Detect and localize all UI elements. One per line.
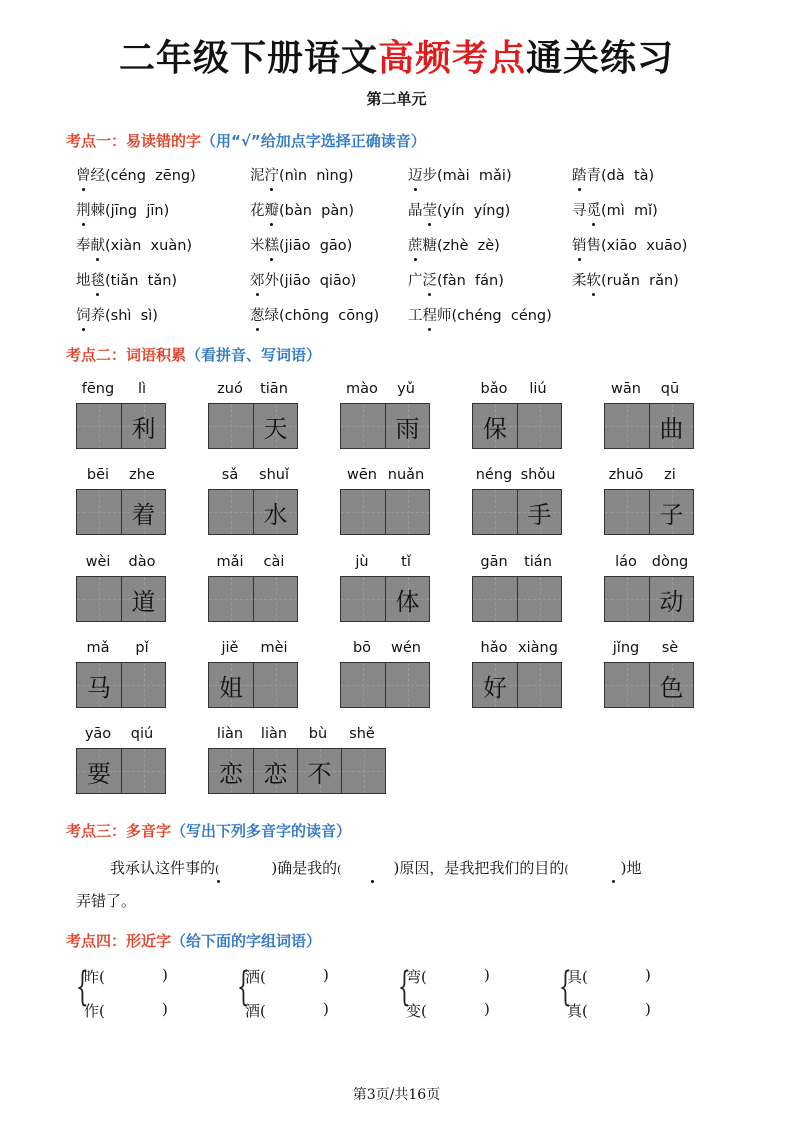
title-part3: 通关练习	[526, 38, 675, 79]
brace-icon: {	[237, 964, 250, 1010]
reading-word: 饲养	[76, 308, 105, 324]
pinyin-label: zhuō	[608, 467, 644, 483]
section4-heading	[66, 930, 321, 951]
pinyin-label: zuó	[217, 381, 243, 397]
section1-label: 考点一：易读错的字	[66, 132, 202, 150]
answer-blank[interactable]: )	[484, 1000, 490, 1018]
tianzige-cell[interactable]: 子	[649, 490, 693, 534]
pinyin-label: mǎ	[86, 640, 110, 656]
tianzige-cell[interactable]	[341, 577, 385, 621]
tianzige-cell[interactable]	[77, 490, 121, 534]
tianzige-cell[interactable]: 着	[121, 490, 165, 534]
reading-item	[76, 199, 169, 220]
unit-subtitle: 第二单元	[366, 90, 427, 108]
pinyin-label: shě	[349, 726, 375, 742]
reading-item	[76, 304, 158, 325]
title-part2: 高频考点	[377, 38, 526, 79]
tianzige-box	[604, 576, 694, 622]
reading-word: 荆棘	[76, 203, 105, 219]
pinyin-label: bō	[352, 640, 372, 656]
tianzige-cell[interactable]: 动	[649, 577, 693, 621]
reading-options: (céng zēng)	[105, 168, 196, 184]
pinyin-label: liú	[529, 381, 547, 397]
reading-item	[408, 199, 510, 220]
brace-icon: {	[76, 964, 89, 1010]
reading-word: 蔗糖	[408, 238, 437, 254]
tianzige-cell[interactable]	[341, 749, 385, 793]
section3-heading	[66, 820, 351, 841]
reading-item	[76, 269, 177, 290]
section3-desc: （写出下列多音字的读音）	[171, 822, 352, 840]
reading-word: 米糕	[250, 238, 279, 254]
pinyin-label: shuǐ	[259, 467, 289, 483]
reading-options: (tiǎn tǎn)	[105, 273, 178, 289]
pinyin-label: jǐng	[612, 640, 640, 656]
similar-char: 作(	[84, 1002, 105, 1020]
similar-char: 变(	[406, 1002, 427, 1020]
reading-word: 曾经	[76, 168, 105, 184]
pinyin-label: wān	[611, 381, 641, 397]
tianzige-box	[208, 662, 298, 708]
reading-options: (mì mǐ)	[601, 203, 658, 219]
reading-word: 泥泞	[250, 168, 279, 184]
reading-options: (fàn fán)	[437, 273, 504, 289]
reading-item	[572, 199, 658, 220]
pinyin-label: tǐ	[401, 554, 411, 570]
tianzige-cell[interactable]: 利	[121, 404, 165, 448]
tianzige-box	[76, 403, 166, 449]
reading-item	[76, 234, 192, 255]
tianzige-cell[interactable]: 恋	[253, 749, 297, 793]
pinyin-label: jiě	[221, 640, 239, 656]
tianzige-box	[208, 748, 386, 794]
tianzige-box	[76, 576, 166, 622]
tianzige-cell[interactable]: 水	[253, 490, 297, 534]
pinyin-label: qū	[660, 381, 680, 397]
tianzige-cell[interactable]: 好	[473, 663, 517, 707]
tianzige-box	[472, 576, 562, 622]
tianzige-cell[interactable]: 天	[253, 404, 297, 448]
similar-char: 弯(	[406, 968, 427, 986]
pinyin-label: bǎo	[480, 381, 508, 397]
reading-word: 工程师	[408, 308, 452, 324]
tianzige-box	[340, 403, 430, 449]
tianzige-cell[interactable]: 体	[385, 577, 429, 621]
reading-word: 晶莹	[408, 203, 437, 219]
pinyin-label: zi	[664, 467, 676, 483]
pinyin-label: wēn	[347, 467, 377, 483]
reading-word: 迈步	[408, 168, 437, 184]
reading-item	[408, 304, 552, 325]
tianzige-cell[interactable]	[473, 577, 517, 621]
tianzige-cell[interactable]	[341, 404, 385, 448]
tianzige-cell[interactable]	[473, 490, 517, 534]
answer-blank[interactable]: )	[323, 1000, 329, 1018]
pinyin-label: néng	[475, 467, 513, 483]
section3-sentence-line1: 我承认这件事的( )确是我的( )原因，是我把我们的目的( )地	[110, 859, 642, 877]
tianzige-cell[interactable]	[385, 663, 429, 707]
reading-options: (jiāo qiāo)	[279, 273, 357, 289]
tianzige-cell[interactable]	[209, 490, 253, 534]
pinyin-label: wèi	[85, 554, 111, 570]
tianzige-cell[interactable]: 不	[297, 749, 341, 793]
tianzige-cell[interactable]	[605, 490, 649, 534]
pinyin-label: tiān	[260, 381, 288, 397]
tianzige-cell[interactable]	[253, 663, 297, 707]
reading-word: 寻觅	[572, 203, 601, 219]
answer-blank[interactable]: )	[484, 966, 490, 984]
pinyin-label: mèi	[260, 640, 288, 656]
tianzige-cell[interactable]	[77, 577, 121, 621]
tianzige-box	[472, 403, 562, 449]
tianzige-cell[interactable]: 保	[473, 404, 517, 448]
similar-char: 具(	[567, 968, 588, 986]
section3-sentence-line2: 弄错了。	[76, 892, 137, 910]
section2-desc: （看拼音、写词语）	[186, 346, 322, 364]
tianzige-box	[340, 662, 430, 708]
tianzige-cell[interactable]: 色	[649, 663, 693, 707]
tianzige-cell[interactable]: 手	[517, 490, 561, 534]
reading-item	[250, 164, 354, 185]
section1-desc: （用“√”给加点字选择正确读音）	[201, 132, 426, 150]
reading-options: (yín yíng)	[437, 203, 511, 219]
tianzige-box	[340, 576, 430, 622]
section2-heading	[66, 344, 321, 365]
reading-options: (chéng céng)	[451, 308, 552, 324]
tianzige-box	[76, 748, 166, 794]
tianzige-box	[76, 662, 166, 708]
answer-blank[interactable]: )	[645, 966, 651, 984]
pinyin-label: bù	[308, 726, 328, 742]
pinyin-label: cài	[263, 554, 285, 570]
reading-item	[408, 164, 512, 185]
reading-word: 销售	[572, 238, 601, 254]
tianzige-cell[interactable]	[605, 577, 649, 621]
reading-options: (shì sì)	[105, 308, 158, 324]
pinyin-label: zhe	[129, 467, 155, 483]
tianzige-cell[interactable]	[209, 577, 253, 621]
title-part1: 二年级下册语文	[118, 38, 378, 79]
reading-word: 踏青	[572, 168, 601, 184]
reading-options: (nìn nìng)	[279, 168, 354, 184]
pinyin-label: bēi	[86, 467, 110, 483]
pinyin-label: mào	[346, 381, 378, 397]
reading-item	[408, 269, 504, 290]
reading-word: 地毯	[76, 273, 105, 289]
tianzige-cell[interactable]	[517, 404, 561, 448]
reading-options: (jīng jīn)	[105, 203, 170, 219]
reading-word: 郊外	[250, 273, 279, 289]
reading-options: (xiàn xuàn)	[105, 238, 193, 254]
tianzige-cell[interactable]	[77, 404, 121, 448]
pinyin-label: dòng	[651, 554, 689, 570]
tianzige-box	[340, 489, 430, 535]
pinyin-label: jù	[355, 554, 369, 570]
reading-item	[572, 269, 679, 290]
tianzige-cell[interactable]	[605, 663, 649, 707]
pinyin-label: sè	[661, 640, 679, 656]
pinyin-label: láo	[615, 554, 637, 570]
section2-label: 考点二：词语积累	[66, 346, 187, 364]
reading-word: 柔软	[572, 273, 601, 289]
tianzige-cell[interactable]	[253, 577, 297, 621]
reading-options: (jiāo gāo)	[279, 238, 353, 254]
answer-blank[interactable]: )	[162, 966, 168, 984]
pinyin-label: xiàng	[518, 640, 558, 656]
pinyin-label: mǎi	[216, 554, 244, 570]
section4-label: 考点四：形近字	[66, 932, 172, 950]
pinyin-label: qiú	[130, 726, 154, 742]
tianzige-box	[208, 576, 298, 622]
pinyin-label: pǐ	[135, 640, 149, 656]
reading-item	[572, 234, 687, 255]
tianzige-cell[interactable]	[517, 663, 561, 707]
reading-word: 葱绿	[250, 308, 279, 324]
section4-desc: （给下面的字组词语）	[171, 932, 322, 950]
pinyin-label: nuǎn	[387, 467, 425, 483]
tianzige-cell[interactable]	[121, 749, 165, 793]
pinyin-label: hǎo	[480, 640, 508, 656]
reading-item	[408, 234, 500, 255]
pinyin-label: liàn	[216, 726, 244, 742]
reading-options: (xiāo xuāo)	[601, 238, 688, 254]
pinyin-label: dào	[128, 554, 156, 570]
tianzige-box	[604, 403, 694, 449]
tianzige-cell[interactable]	[341, 490, 385, 534]
pinyin-label: gān	[480, 554, 508, 570]
reading-options: (bàn pàn)	[279, 203, 355, 219]
tianzige-box	[76, 489, 166, 535]
reading-item	[250, 234, 352, 255]
reading-item	[250, 304, 379, 325]
tianzige-box	[208, 489, 298, 535]
reading-item	[250, 269, 356, 290]
tianzige-cell[interactable]	[517, 577, 561, 621]
pinyin-label: shǒu	[520, 467, 556, 483]
tianzige-cell[interactable]: 曲	[649, 404, 693, 448]
tianzige-cell[interactable]	[121, 663, 165, 707]
tianzige-cell[interactable]: 雨	[385, 404, 429, 448]
section3-label: 考点三：多音字	[66, 822, 172, 840]
section1-heading	[66, 130, 426, 151]
pinyin-label: lì	[137, 381, 147, 397]
tianzige-cell[interactable]: 恋	[209, 749, 253, 793]
reading-options: (ruǎn rǎn)	[601, 273, 679, 289]
tianzige-box	[472, 489, 562, 535]
reading-word: 花瓣	[250, 203, 279, 219]
pinyin-label: fēng	[81, 381, 115, 397]
answer-blank[interactable]: )	[645, 1000, 651, 1018]
reading-options: (zhè zè)	[437, 238, 500, 254]
reading-options: (chōng cōng)	[279, 308, 380, 324]
reading-options: (dà tà)	[601, 168, 655, 184]
page-number: 第3页/共16页	[352, 1087, 441, 1103]
tianzige-cell[interactable]	[605, 404, 649, 448]
tianzige-box	[604, 489, 694, 535]
page-title	[0, 30, 793, 81]
similar-char: 洒(	[245, 968, 266, 986]
reading-word: 奉献	[76, 238, 105, 254]
reading-word: 广泛	[408, 273, 437, 289]
pinyin-label: liàn	[260, 726, 288, 742]
pinyin-label: sǎ	[221, 467, 239, 483]
brace-icon: {	[398, 964, 411, 1010]
tianzige-cell[interactable]	[385, 490, 429, 534]
reading-options: (mài mǎi)	[437, 168, 512, 184]
tianzige-box	[472, 662, 562, 708]
tianzige-cell[interactable]: 道	[121, 577, 165, 621]
tianzige-box	[208, 403, 298, 449]
similar-char: 酒(	[245, 1002, 266, 1020]
tianzige-cell[interactable]	[341, 663, 385, 707]
tianzige-cell[interactable]: 姐	[209, 663, 253, 707]
pinyin-label: yǔ	[397, 381, 415, 397]
pinyin-label: yāo	[84, 726, 112, 742]
tianzige-cell[interactable]	[209, 404, 253, 448]
similar-char: 昨(	[84, 968, 105, 986]
reading-item	[572, 164, 654, 185]
brace-icon: {	[559, 964, 572, 1010]
answer-blank[interactable]: )	[323, 966, 329, 984]
tianzige-box	[604, 662, 694, 708]
answer-blank[interactable]: )	[162, 1000, 168, 1018]
tianzige-cell[interactable]: 要	[77, 749, 121, 793]
tianzige-cell[interactable]: 马	[77, 663, 121, 707]
reading-item	[76, 164, 196, 185]
reading-item	[250, 199, 354, 220]
pinyin-label: wén	[391, 640, 421, 656]
pinyin-label: tián	[524, 554, 552, 570]
similar-char: 真(	[567, 1002, 588, 1020]
